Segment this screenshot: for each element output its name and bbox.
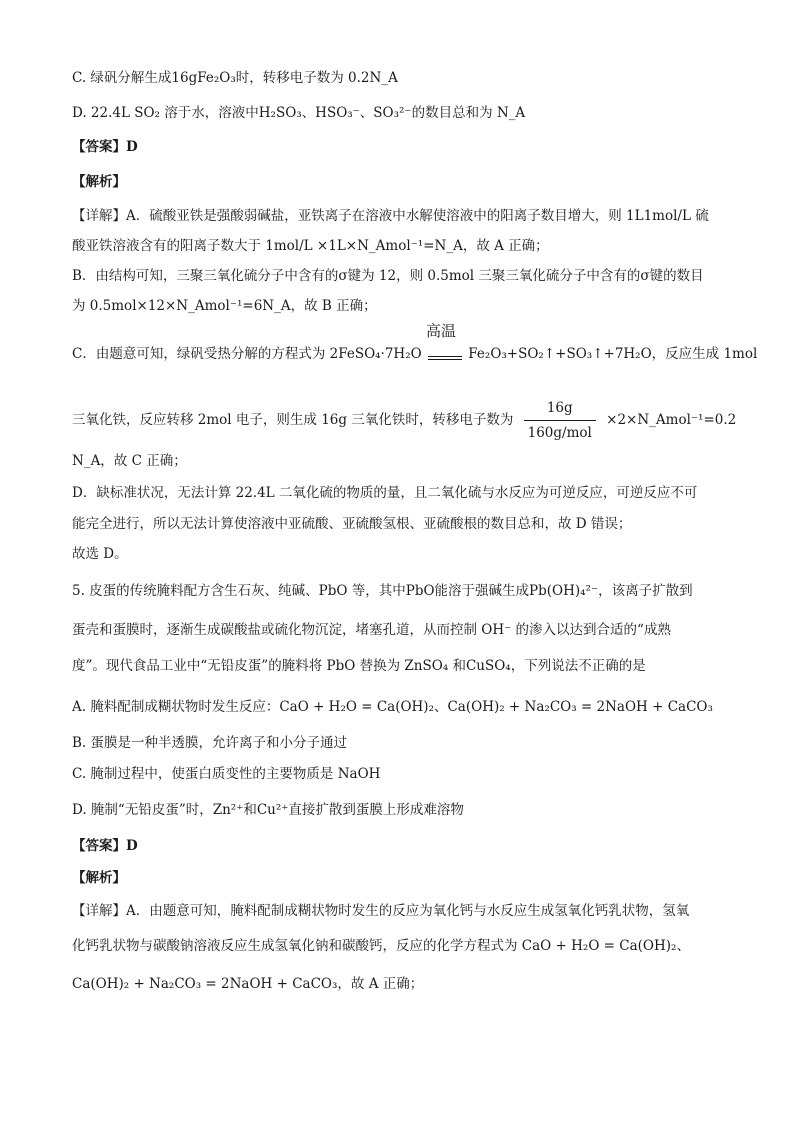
detail-line-5: 【详解】A．由题意可知，腌料配制成糊状物时发生的反应为氧化钙与水反应生成氢氧化钙乳状物，氢氧 [72,903,690,919]
option-b-text: B. 蛋膜是一种半透膜，允许离子和小分子通过 [72,735,348,751]
option-d-text-2: D. 腌制“无铅皮蛋”时，Zn²⁺和Cu²⁺直接扩散到蛋膜上形成难溶物 [72,802,464,818]
fraction-suffix: ×2×N_Amol⁻¹=0.2 [606,412,737,428]
detail-line-2: 酸亚铁溶液含有的阳离子数大于 1mol/L ×1L×N_Amol⁻¹=N_A，故 A 正确； [72,238,549,254]
analysis-label-2: 【解析】 [72,870,126,886]
equation-suffix: Fe₂O₃+SO₂↑+SO₃↑+7H₂O，反应生成 1mol [468,346,758,362]
fraction-denominator: 160g/mol [527,425,592,441]
question-5-line-3: 度”。现代食品工业中“无铅皮蛋”的腌料将 PbO 替换为 ZnSO₄ 和CuSO₄，下列说法不正确的是 [72,658,646,674]
detail-line-d2: 能完全进行，所以无法计算使溶液中亚硫酸、亚硫酸氢根、亚硫酸根的数目总和，故 D 错误； [72,516,632,532]
fraction-numerator: 16g [524,398,596,421]
detail-line-1: 【详解】A．硫酸亚铁是强酸弱碱盐，亚铁离子在溶液中水解使溶液中的阳离子数目增大，则 1L1mol/L 硫 [72,208,709,224]
reaction-condition [426,321,462,365]
option-d-text: D. 22.4L SO₂ 溶于水，溶液中H₂SO₃、HSO₃⁻、SO₃²⁻的数目总和为 N_A [72,105,526,121]
detail-line-3: B．由结构可知，三聚三氧化硫分子中含有的σ键为 12，则 0.5mol 三聚三氧化硫分子中含有的σ键的数目 [72,268,704,284]
detail-line-c-end: N_A，故 C 正确； [72,453,187,469]
answer-label: 【答案】D [72,139,138,155]
fraction-prefix: 三氧化铁，反应转移 2mol 电子，则生成 16g 三氧化铁时，转移电子数为 [72,412,514,428]
equals-bar-bottom [428,359,462,360]
analysis-label: 【解析】 [72,174,126,190]
option-c-text-2: C. 腌制过程中，使蛋白质变性的主要物质是 NaOH [72,766,381,782]
answer-label-2: 【答案】D [72,838,138,854]
equals-bar-top [428,356,462,357]
option-c-text: C. 绿矾分解生成16gFe₂O₃时，转移电子数为 0.2N_A [72,70,398,86]
condition-text: 高温 [426,321,457,340]
detail-line-7: Ca(OH)₂ + Na₂CO₃ = 2NaOH + CaCO₃，故 A 正确； [72,976,424,992]
detail-line-6: 化钙乳状物与碳酸钠溶液反应生成氢氧化钠和碳酸钙，反应的化学方程式为 CaO + H₂O = Ca(OH)₂、 [72,938,690,954]
equation-prefix: C．由题意可知，绿矾受热分解的方程式为 2FeSO₄·7H₂O [72,346,422,362]
conclusion-line: 故选 D。 [72,546,128,562]
detail-line-d1: D．缺标准状况，无法计算 22.4L 二氧化硫的物质的量，且二氧化硫与水反应为可逆反应，可逆反应不可 [72,485,698,501]
question-5-line-1: 5. 皮蛋的传统腌料配方含生石灰、纯碱、PbO 等，其中PbO能溶于强碱生成Pb(OH)₄²⁻，该离子扩散到 [72,583,693,599]
option-a-text: A. 腌料配制成糊状物时发生反应：CaO + H₂O = Ca(OH)₂、Ca(OH)₂ + Na₂CO₃ = 2NaOH + CaCO₃ [72,699,713,715]
detail-line-4: 为 0.5mol×12×N_Amol⁻¹=6N_A，故 B 正确； [72,298,377,314]
mass-fraction [524,398,596,443]
fraction-line [72,398,737,443]
equation-line [72,321,758,365]
question-5-line-2: 蛋壳和蛋膜时，逐渐生成碳酸盐或硫化物沉淀，堵塞孔道，从而控制 OH⁻ 的渗入以达到合适的“成熟 [72,622,671,638]
